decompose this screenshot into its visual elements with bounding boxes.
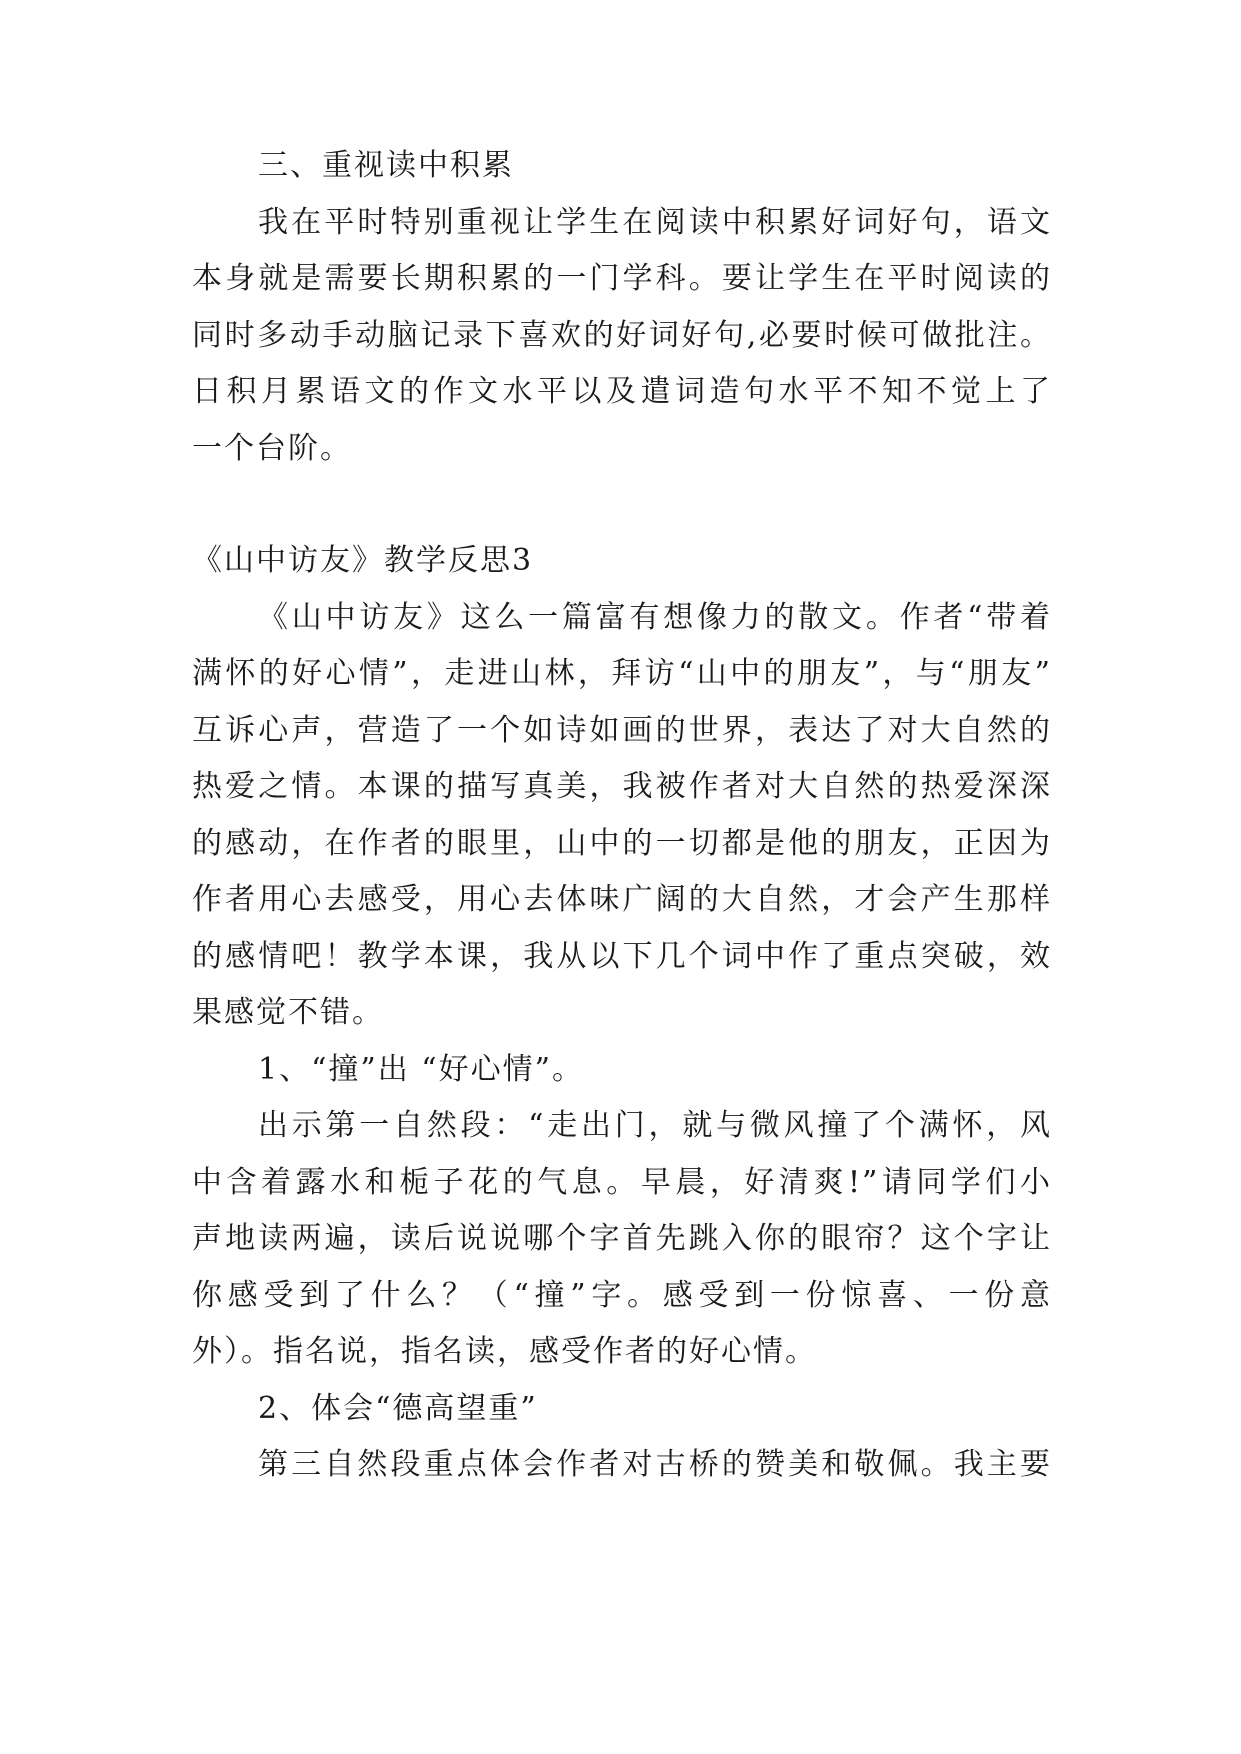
paragraph-line: 声地读两遍，读后说说哪个字首先跳入你的眼帘？这个字让	[192, 1221, 1052, 1256]
paragraph-line: 日积月累语文的作文水平以及遣词造句水平不知不觉上了	[192, 374, 1052, 409]
paragraph-line: 作者用心去感受，用心去体味广阔的大自然，才会产生那样	[192, 882, 1052, 917]
paragraph-line: 热爱之情。本课的描写真美，我被作者对大自然的热爱深深	[192, 769, 1052, 804]
paragraph-line: 本身就是需要长期积累的一门学科。要让学生在平时阅读的	[192, 261, 1052, 296]
paragraph-line: 满怀的好心情”，走进山林，拜访“山中的朋友”，与“朋友”	[192, 656, 1052, 691]
article-title: 《山中访友》教学反思3	[192, 543, 534, 578]
paragraph-line: 出示第一自然段：“走出门，就与微风撞了个满怀，风	[258, 1108, 1052, 1143]
paragraph-line: 你感受到了什么？（“撞”字。感受到一份惊喜、一份意	[192, 1278, 1052, 1313]
paragraph-line: 中含着露水和栀子花的气息。早晨，好清爽!”请同学们小	[192, 1165, 1052, 1200]
section-heading: 三、重视读中积累	[258, 148, 514, 183]
paragraph-line: 《山中访友》这么一篇富有想像力的散文。作者“带着	[258, 600, 1052, 635]
paragraph-line: 第三自然段重点体会作者对古桥的赞美和敬佩。我主要	[258, 1447, 1052, 1482]
paragraph-line: 同时多动手动脑记录下喜欢的好词好句,必要时候可做批注。	[192, 318, 1052, 353]
point-heading: 2、体会“德高望重”	[258, 1391, 538, 1426]
paragraph-line: 一个台阶。	[192, 431, 352, 466]
paragraph-line: 外）。指名说，指名读，感受作者的好心情。	[192, 1334, 817, 1369]
paragraph-line: 的感动，在作者的眼里，山中的一切都是他的朋友，正因为	[192, 826, 1052, 861]
paragraph-line: 互诉心声，营造了一个如诗如画的世界，表达了对大自然的	[192, 713, 1052, 748]
paragraph-line: 我在平时特别重视让学生在阅读中积累好词好句，语文	[258, 205, 1052, 240]
point-heading: 1、“撞”出 “好心情”。	[258, 1052, 584, 1087]
paragraph-line: 果感觉不错。	[192, 995, 384, 1030]
paragraph-line: 的感情吧！教学本课，我从以下几个词中作了重点突破，效	[192, 939, 1052, 974]
